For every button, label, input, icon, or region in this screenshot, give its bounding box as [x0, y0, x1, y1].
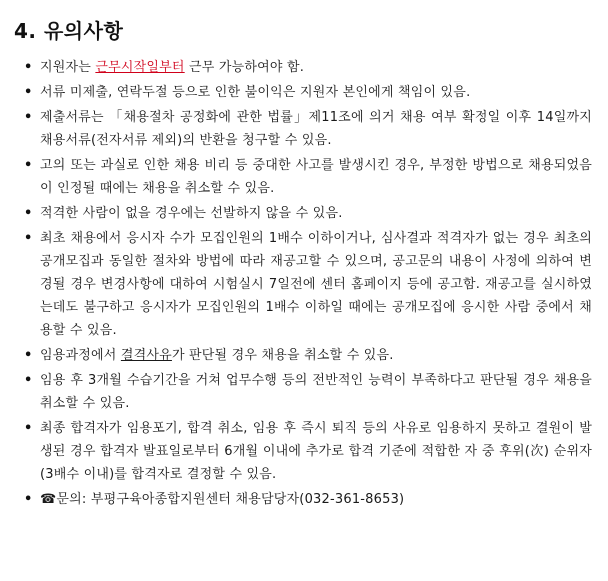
- phone-icon: ☎: [40, 492, 57, 507]
- section-number: 4.: [14, 19, 37, 43]
- list-item: • 적격한 사람이 없을 경우에는 선발하지 않을 수 있음.: [14, 202, 592, 225]
- list-item: • 최종 합격자가 임용포기, 합격 취소, 임용 후 즉시 퇴직 등의 사유로 임용하지 못하고 결원이 발생된 경우 합격자 발표일로부터 6개월 이내에 추가로 합격 기준에 적합한 자 중 후위(次) 순위자(3배수 이내)를 합격자로 결정할 수 있음.: [14, 417, 592, 486]
- item-text: 임용과정에서: [40, 348, 121, 363]
- list-item: [14, 56, 592, 79]
- list-item: • 임용 후 3개월 수습기간을 거쳐 업무수행 등의 전반적인 능력이 부족하다고 판단될 경우 채용을 취소할 수 있음.: [14, 369, 592, 415]
- item-text: 가 판단될 경우 채용을 취소할 수 있음.: [171, 348, 394, 363]
- notice-list: [14, 56, 592, 511]
- list-item: • 제출서류는 「채용절차 공정화에 관한 법률」제11조에 의거 채용 여부 확정일 이후 14일까지 채용서류(전자서류 제외)의 반환을 청구할 수 있음.: [14, 106, 592, 152]
- list-item: [14, 344, 592, 367]
- highlight-start-date: 근무시작일부터: [95, 60, 185, 75]
- list-item: • 최초 채용에서 응시자 수가 모집인원의 1배수 이하이거나, 심사결과 적격자가 없는 경우 최초의 공개모집과 동일한 절차와 방법에 따라 재공고할 수 있으며, 공고문의 내용이 사정에 의하여 변경될 경우 변경사항에 대하여 시험실시 7일전에 센터 홈페이지 등에 공고함. 재공고를 실시하였는데도 불구하고 응시자가 모집인원의 1배수 이하일 때에는 공개모집에 응시한 사람 중에서 채용할 수 있음.: [14, 227, 592, 342]
- list-item: • 서류 미제출, 연락두절 등으로 인한 불이익은 지원자 본인에게 책임이 있음.: [14, 81, 592, 104]
- item-text: 근무 가능하여야 함.: [184, 60, 305, 75]
- section-title: 유의사항: [43, 19, 124, 43]
- section-heading: [14, 16, 592, 46]
- list-item: [14, 488, 592, 511]
- list-item: • 고의 또는 과실로 인한 채용 비리 등 중대한 사고를 발생시킨 경우, 부정한 방법으로 채용되었음이 인정될 때에는 채용을 취소할 수 있음.: [14, 154, 592, 200]
- contact-text: 문의: 부평구육아종합지원센터 채용담당자(032-361-8653): [56, 492, 405, 507]
- underlined-disqualification: 결격사유: [120, 348, 172, 363]
- item-text: 지원자는: [40, 60, 96, 75]
